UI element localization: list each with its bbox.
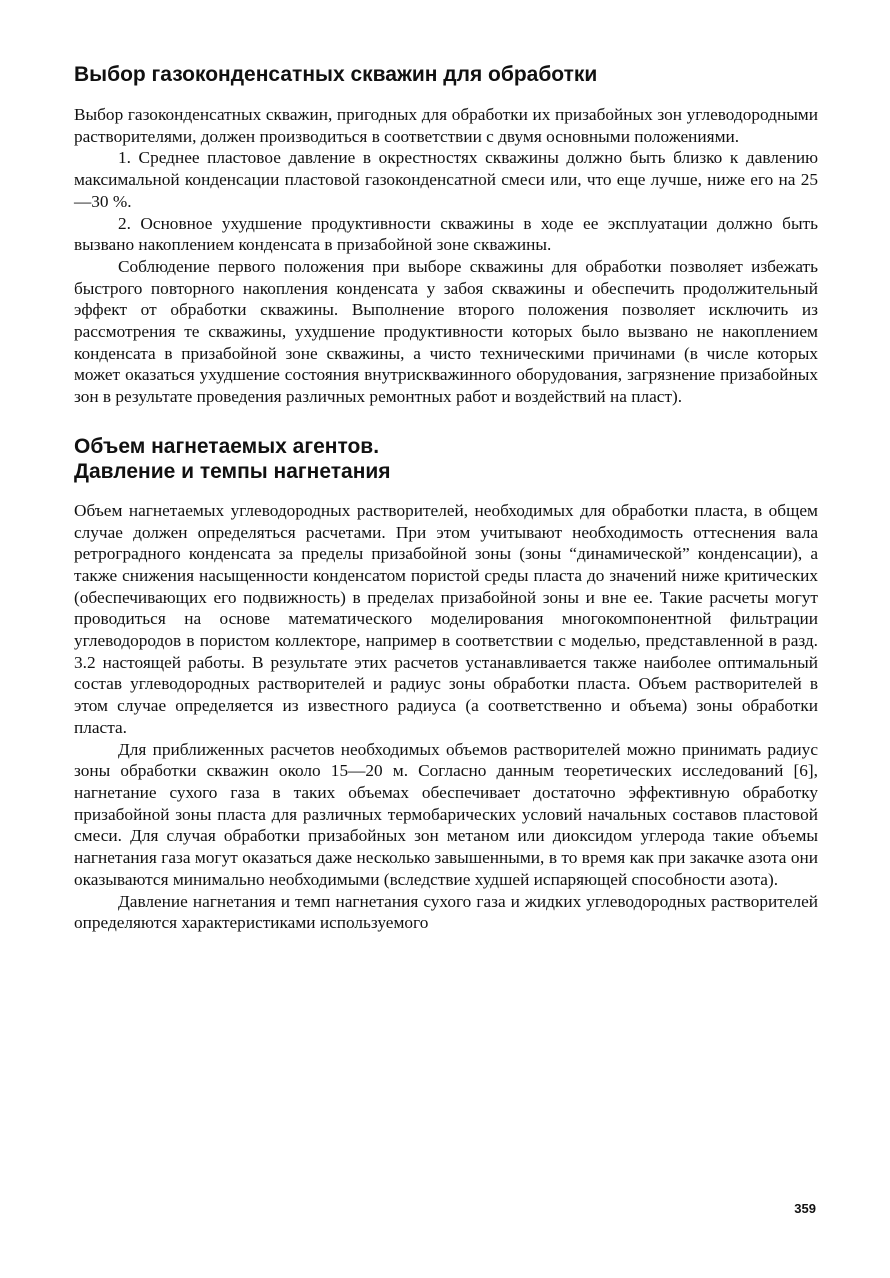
- paragraph-condition-2: 2. Основное ухудшение продуктивности скважины в ходе ее эксплуатации должно быть вызвано накоплением конденсата в призабойной зоне скважины.: [74, 213, 818, 255]
- paragraph-volume: Объем нагнетаемых углеводородных растворителей, необходимых для обработки пласта, в общем случае должен определяться расчетами. При этом учитывают необходимость оттеснения вала ретроградного конденсата за пределы призабойной зоны (зоны “динамической” конденсации), а также снижения насыщенности конденсатом пористой среды пласта до значений ниже критических (обеспечивающих его подвижность) в пределах призабойной зоны и вне ее. Такие расчеты могут проводиться на основе математического моделирования многокомпонентной фильтрации углеводородов в пористом коллекторе, например в соответствии с моделью, представленной в разд. 3.2 настоящей работы. В результате этих расчетов устанавливается также наиболее оптимальный состав углеводородных растворителей и радиус зоны обработки пласта. Объем растворителей в этом случае определяется из известного радиуса (а соответственно и объема) зоны обработки пласта.: [74, 500, 818, 737]
- page-number: 359: [794, 1201, 816, 1216]
- section-heading-injection: [74, 434, 818, 484]
- section-heading-well-selection: Выбор газоконденсатных скважин для обработки: [74, 63, 598, 86]
- paragraph-pressure: Давление нагнетания и темп нагнетания сухого газа и жидких углеводородных растворителей определяются характеристиками используемого: [74, 891, 818, 933]
- paragraph-condition-1: 1. Среднее пластовое давление в окрестностях скважины должно быть близко к давлению максимальной конденсации пластовой газоконденсатной смеси или, что еще лучше, ниже его на 25—30 %.: [74, 148, 818, 211]
- paragraph-intro: Выбор газоконденсатных скважин, пригодных для обработки их призабойных зон углеводородными растворителями, должен производиться в соответствии с двумя основными положениями.: [74, 105, 818, 146]
- section-heading-line-1: Объем нагнетаемых агентов.: [74, 434, 380, 458]
- section-heading-line-2: Давление и темпы нагнетания: [74, 459, 391, 483]
- paragraph-compliance: Соблюдение первого положения при выборе скважины для обработки позволяет избежать быстрого повторного накопления конденсата у забоя скважины и обеспечить продолжительный эффект от обработки скважины. Выполнение второго положения позволяет исключить из рассмотрения те скважины, ухудшение продуктивности которых было вызвано не накоплением конденсата в призабойной зоне скважины, а чисто техническими причинами (в числе которых может оказаться ухудшение состояния внутрискважинного оборудования, загрязнение призабойных зон в результате проведения различных ремонтных работ и воздействий на пласт).: [74, 256, 818, 407]
- page-content: [74, 62, 818, 934]
- paragraph-approximate: Для приближенных расчетов необходимых объемов растворителей можно принимать радиус зоны обработки скважин около 15—20 м. Согласно данным теоретических исследований [6], нагнетание сухого газа в таких объемах обеспечивает достаточно эффективную обработку призабойной зоны пласта для различных термобарических условий начальных составов пластовой смеси. Для случая обработки призабойных зон метаном или диоксидом углерода такие объемы нагнетания газа могут оказаться даже несколько завышенными, в то время как при закачке азота они оказываются минимально необходимыми (вследствие худшей испаряющей способности азота).: [74, 739, 818, 889]
